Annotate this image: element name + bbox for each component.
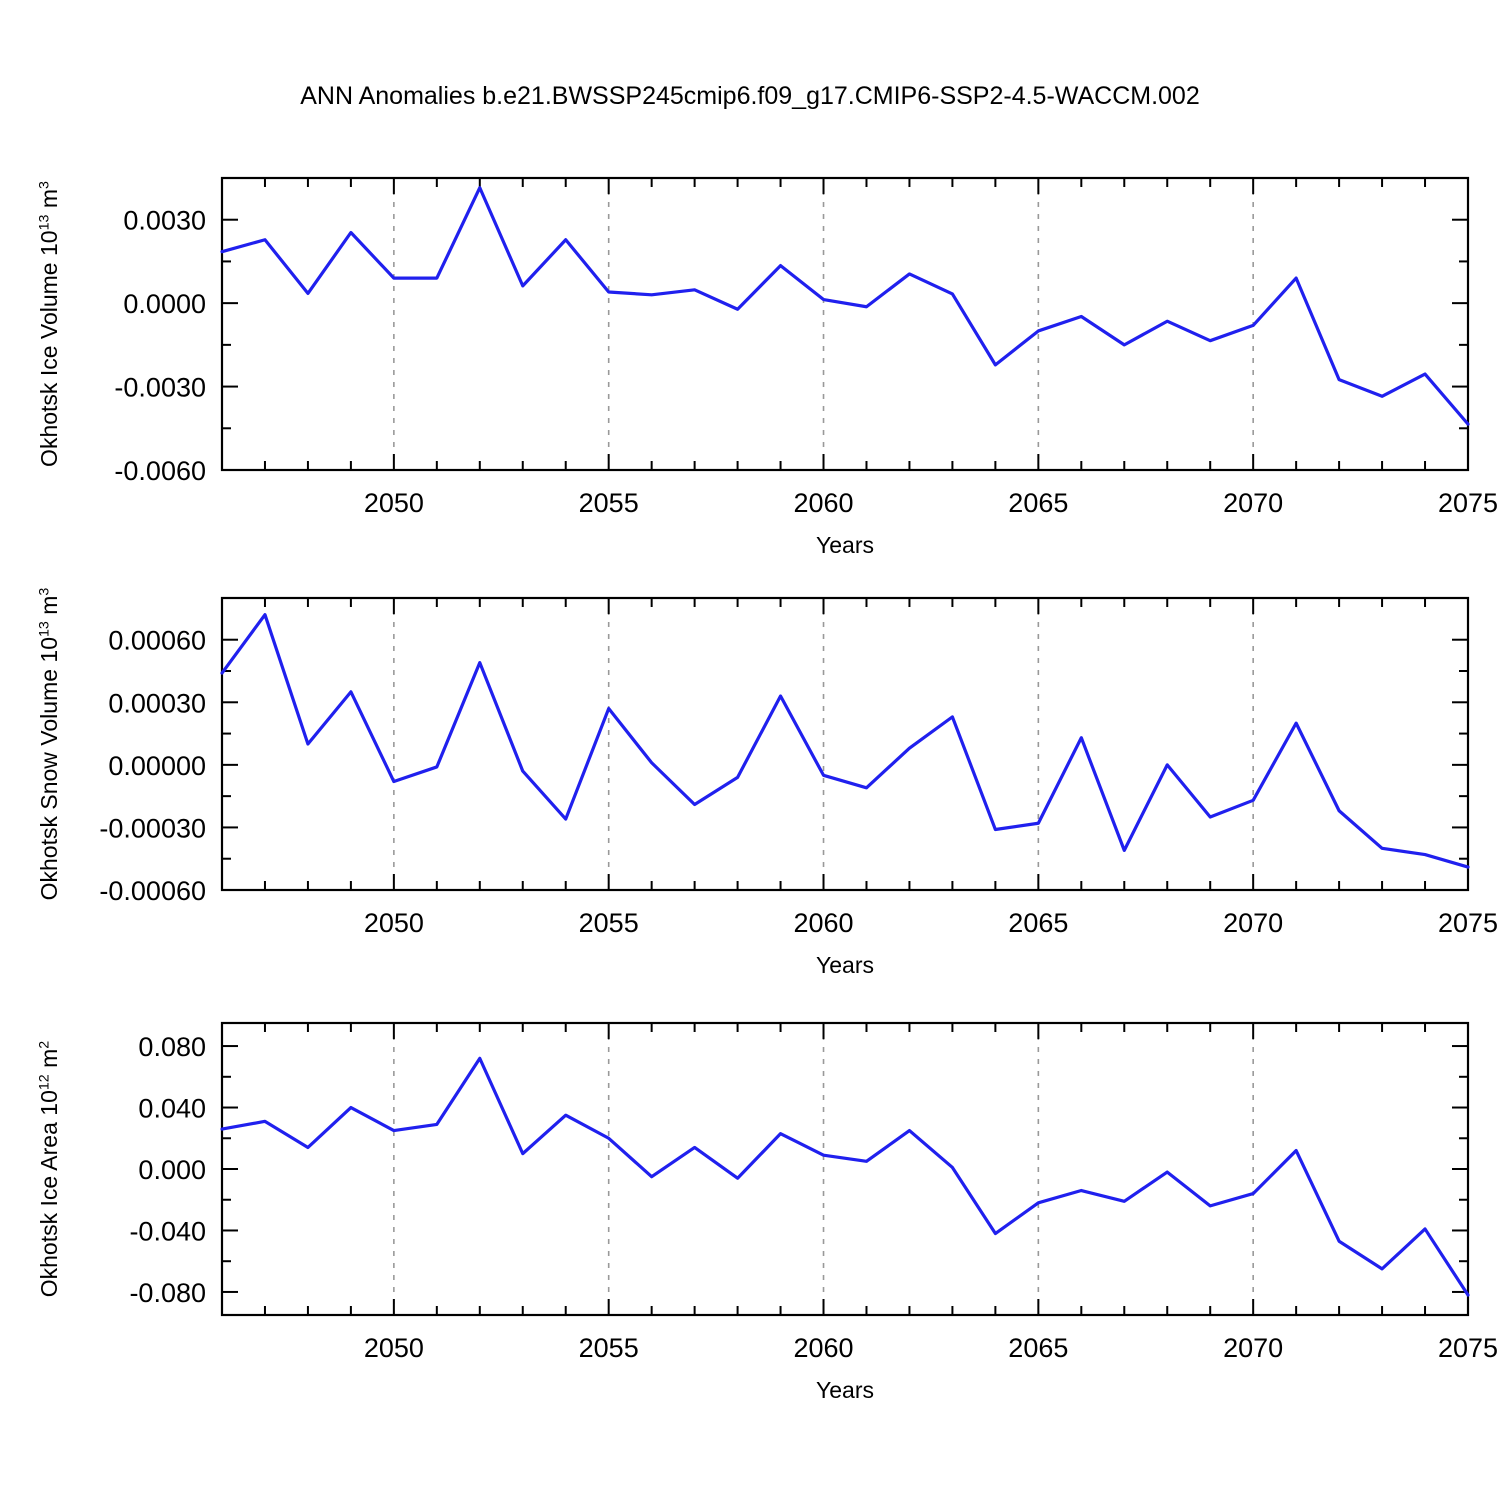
y-tick-label: -0.080 (129, 1277, 206, 1308)
y-tick-label: -0.040 (129, 1216, 206, 1247)
y-tick-label: 0.00030 (108, 688, 206, 719)
y-axis-label-ice-area: Okhotsk Ice Area $10^{12}$ $m^2$ (36, 1040, 62, 1298)
x-tick-label: 2075 (1437, 1333, 1499, 1363)
data-series-line (222, 1058, 1468, 1295)
x-tick-label: 2075 (1437, 908, 1499, 938)
x-tick-label: 2060 (793, 908, 854, 938)
y-tick-label: 0.080 (138, 1032, 206, 1063)
y-tick-label: -0.0060 (114, 456, 206, 486)
x-tick-label: 2050 (363, 1333, 424, 1363)
x-tick-label: 2065 (1008, 908, 1069, 938)
x-tick-label: 2075 (1437, 488, 1499, 518)
y-tick-label: 0.000 (138, 1155, 206, 1185)
x-tick-label: 2060 (793, 488, 854, 518)
y-tick-label: 0.00060 (108, 625, 206, 656)
plot-area-ice-area (0, 985, 1500, 1425)
plot-area-ice-volume (0, 140, 1500, 580)
x-axis-label-top: Years (816, 532, 874, 558)
x-tick-label: 2050 (363, 488, 424, 518)
plot-frame (222, 178, 1468, 470)
panel-ice-area (0, 985, 1500, 1425)
y-tick-label: -0.0030 (114, 372, 206, 403)
y-tick-label: 0.040 (138, 1093, 206, 1124)
figure-title: ANN Anomalies b.e21.BWSSP245cmip6.f09_g17.CMIP6-SSP2-4.5-WACCM.002 (300, 82, 1200, 110)
x-tick-label: 2065 (1008, 488, 1069, 518)
y-tick-label: -0.00030 (99, 813, 206, 844)
x-tick-label: 2060 (793, 1333, 854, 1363)
x-tick-label: 2055 (578, 908, 639, 938)
y-axis-label-ice-volume: Okhotsk Ice Volume $10^{13}$ $m^3$ (36, 181, 62, 467)
panel-ice-volume (0, 140, 1500, 580)
y-tick-label: -0.00060 (99, 876, 206, 906)
plot-frame (222, 598, 1468, 890)
y-tick-label: 0.00000 (108, 750, 206, 781)
y-tick-label: 0.0000 (123, 289, 206, 320)
data-series-line (222, 188, 1468, 424)
y-tick-label: 0.0030 (123, 205, 206, 236)
panel-snow-volume (0, 560, 1500, 1000)
x-tick-label: 2055 (578, 488, 639, 518)
x-tick-label: 2070 (1223, 488, 1284, 518)
data-series-line (222, 615, 1468, 867)
x-axis-label-bottom: Years (816, 1377, 874, 1403)
x-tick-label: 2070 (1223, 908, 1284, 938)
x-tick-label: 2065 (1008, 1333, 1069, 1363)
x-tick-label: 2055 (578, 1333, 639, 1363)
x-tick-label: 2070 (1223, 1333, 1284, 1363)
x-axis-label-middle: Years (816, 952, 874, 978)
plot-frame (222, 1023, 1468, 1315)
x-tick-label: 2050 (363, 908, 424, 938)
plot-area-snow-volume (0, 560, 1500, 1000)
y-axis-label-snow-volume: Okhotsk Snow Volume $10^{13}$ $m^3$ (36, 587, 62, 901)
